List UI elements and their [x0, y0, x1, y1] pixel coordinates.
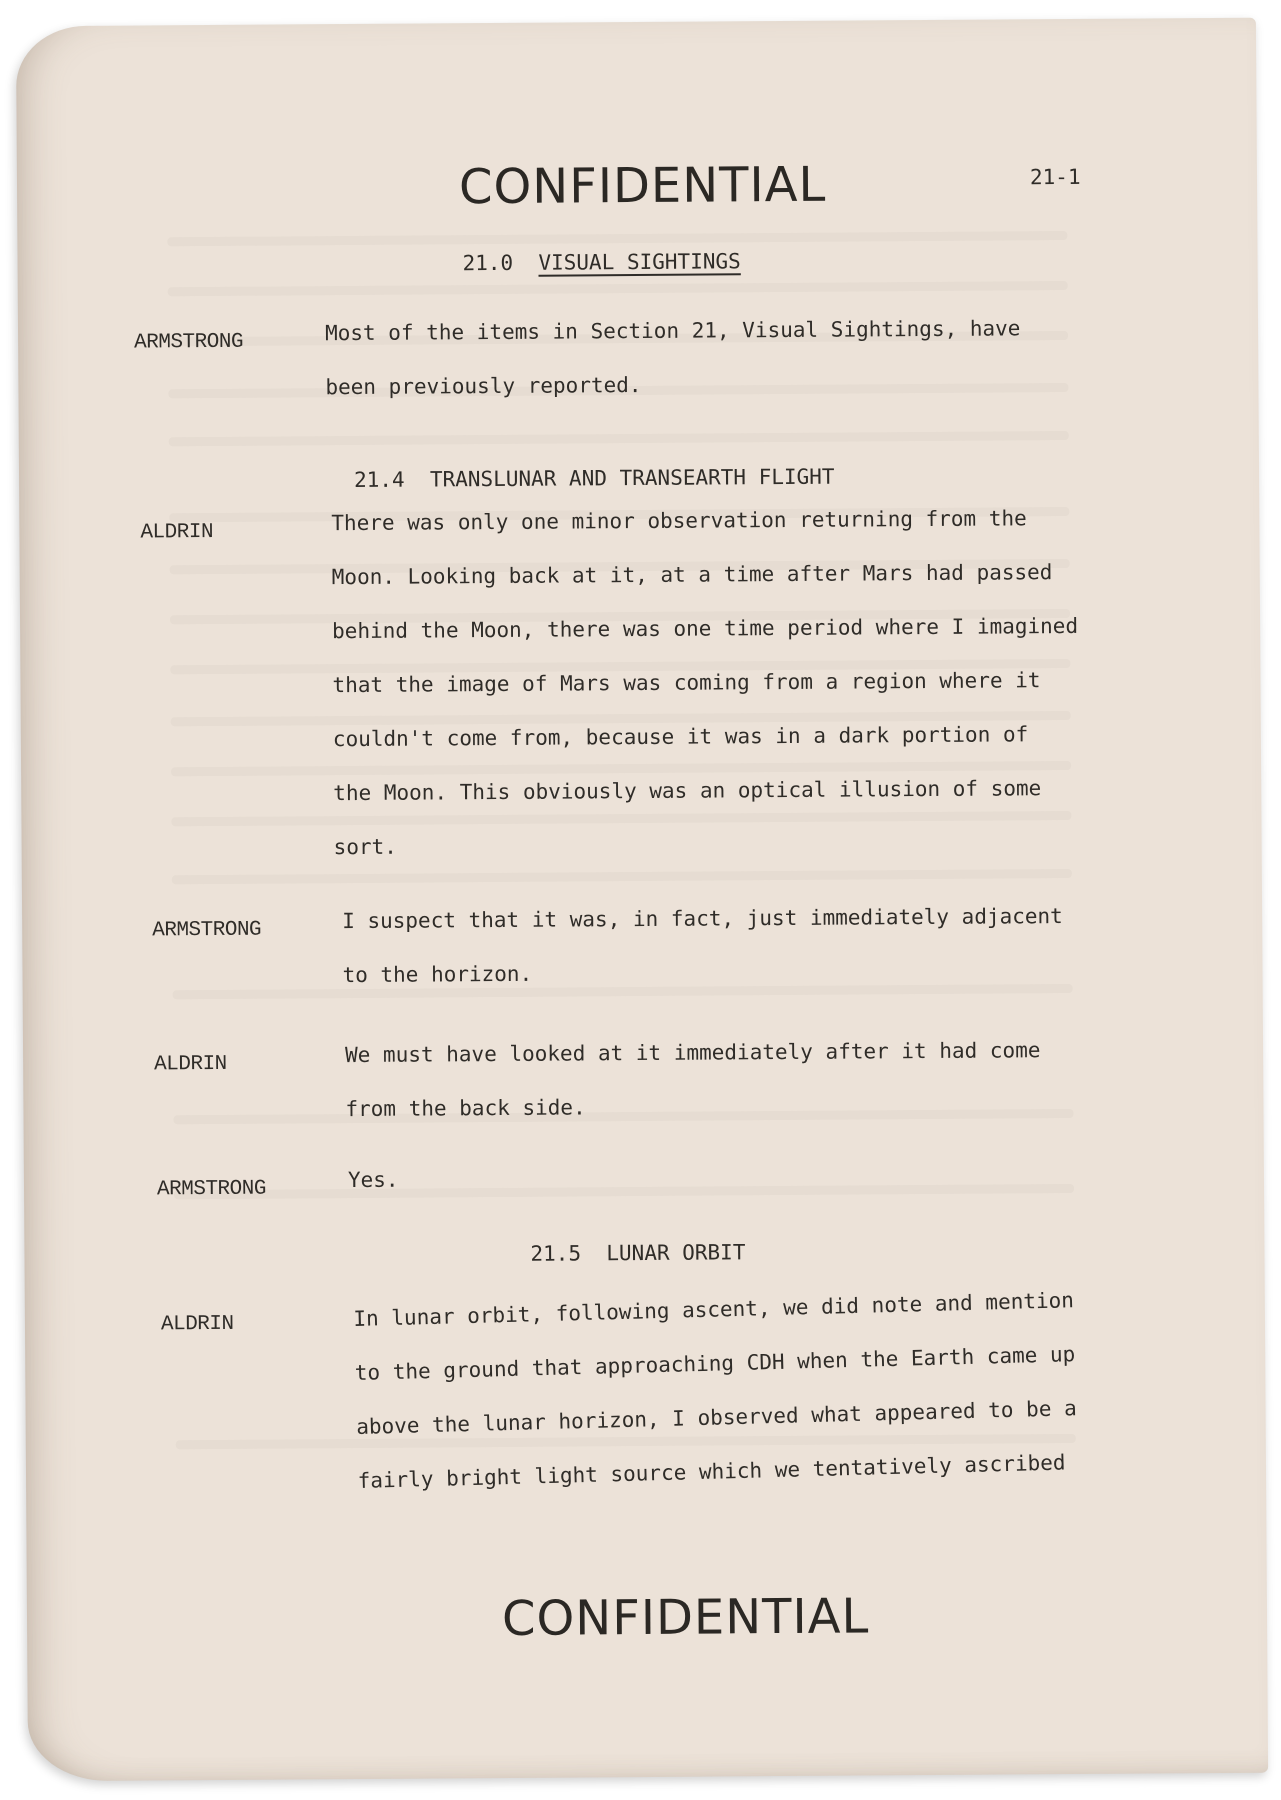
text-line: fairly bright light source which we tentatively ascribed — [357, 1450, 1066, 1493]
text-line: from the back side. — [345, 1095, 586, 1122]
text-line: There was only one minor observation returning from the — [331, 506, 1027, 536]
text-line: the Moon. This obviously was an optical illusion of some — [333, 776, 1042, 806]
show-through-line — [167, 231, 1067, 246]
text-line: above the lunar horizon, I observed what appeared to be a — [355, 1396, 1077, 1439]
speaker-label: ALDRIN — [154, 1052, 227, 1077]
dialogue-paragraph — [353, 1273, 1079, 1508]
text-line: to the horizon. — [342, 961, 533, 988]
text-line: to the ground that approaching CDH when the Earth came up — [354, 1342, 1076, 1385]
dialogue-paragraph — [342, 889, 1063, 1002]
show-through-line — [168, 281, 1068, 296]
section-heading-visual-sightings — [462, 249, 740, 275]
classification-stamp-top: CONFIDENTIAL — [458, 156, 827, 216]
page-number: 21-1 — [1029, 164, 1081, 190]
speaker-label: ARMSTRONG — [152, 918, 262, 943]
section-heading-translunar — [354, 465, 835, 492]
section-title: LUNAR ORBIT — [606, 1240, 746, 1266]
text-line: Yes. — [347, 1167, 399, 1193]
text-line: Moon. Looking back at it, at a time after Mars had passed — [331, 560, 1053, 590]
section-number: 21.4 — [353, 467, 405, 492]
dialogue-paragraph — [325, 301, 1021, 414]
section-title: TRANSLUNAR AND TRANSEARTH FLIGHT — [429, 464, 835, 492]
text-line: In lunar orbit, following ascent, we did note and mention — [353, 1288, 1075, 1332]
section-heading-lunar-orbit — [530, 1240, 745, 1266]
text-line: We must have looked at it immediately after it had come — [344, 1038, 1041, 1068]
section-number: 21.5 — [530, 1241, 582, 1266]
speaker-label: ARMSTRONG — [156, 1177, 267, 1202]
show-through-line — [174, 1184, 1074, 1199]
text-line: couldn't come from, because it was in a dark portion of — [332, 722, 1029, 752]
classification-stamp-bottom: CONFIDENTIAL — [501, 1588, 870, 1647]
section-number: 21.0 — [462, 250, 514, 276]
text-line: Most of the items in Section 21, Visual Sightings, have — [324, 316, 1021, 346]
text-line: sort. — [333, 834, 397, 860]
text-line: that the image of Mars was coming from a region where it — [332, 668, 1041, 698]
text-line: behind the Moon, there was one time period where I imagined — [332, 613, 1079, 644]
section-title: VISUAL SIGHTINGS — [538, 249, 741, 275]
text-line: I suspect that it was, in fact, just immediately adjacent — [342, 904, 1063, 934]
dialogue-paragraph — [345, 1023, 1041, 1136]
document-page — [16, 18, 1268, 1782]
speaker-label: ARMSTRONG — [134, 330, 244, 355]
text-line: been previously reported. — [325, 372, 642, 400]
speaker-label: ALDRIN — [140, 520, 214, 545]
dialogue-paragraph — [348, 1153, 399, 1207]
speaker-label: ALDRIN — [160, 1312, 234, 1337]
show-through-line — [169, 431, 1069, 446]
dialogue-paragraph — [331, 491, 1080, 874]
